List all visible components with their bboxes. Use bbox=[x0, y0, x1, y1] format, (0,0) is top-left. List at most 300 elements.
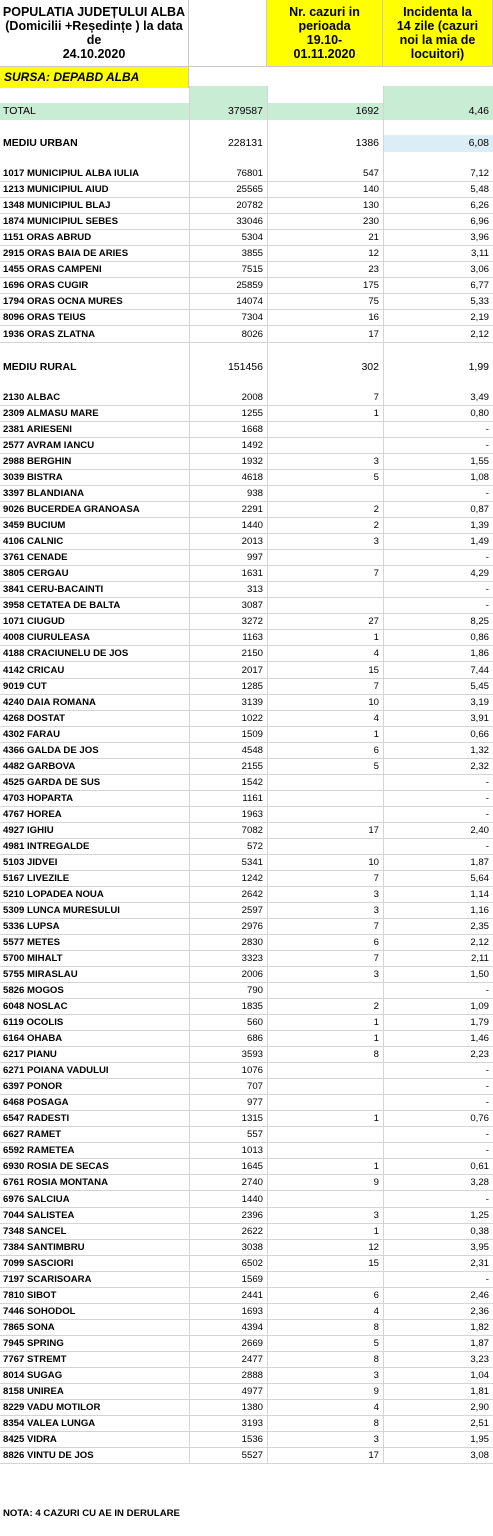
locality-name: 4927 IGHIU bbox=[3, 824, 54, 836]
incidence-cell: 2,12 bbox=[470, 937, 489, 949]
population-cell: 1315 bbox=[241, 1113, 263, 1125]
locality-name: 5336 LUPSA bbox=[3, 920, 60, 932]
incidence-cell: 0,38 bbox=[470, 1225, 489, 1237]
table-row bbox=[0, 1224, 493, 1240]
table-row bbox=[0, 1175, 493, 1191]
incidence-cell: 3,06 bbox=[470, 264, 489, 276]
population-cell: 1076 bbox=[241, 1065, 263, 1077]
cases-cell: 1 bbox=[373, 632, 379, 644]
table-row bbox=[0, 646, 493, 662]
urban-label: MEDIU URBAN bbox=[3, 137, 78, 149]
population-cell: 2477 bbox=[241, 1353, 263, 1365]
population-cell: 2976 bbox=[241, 920, 263, 932]
cases-cell: 4 bbox=[373, 1401, 379, 1413]
table-row bbox=[0, 823, 493, 839]
table-row bbox=[0, 1127, 493, 1143]
incidence-cell: 2,90 bbox=[470, 1401, 489, 1413]
incidence-cell: 2,23 bbox=[470, 1049, 489, 1061]
locality-name: 3397 BLANDIANA bbox=[3, 488, 85, 500]
header-incidence-label: Incidenta la 14 zile (cazuri noi la mia de locuitori) bbox=[396, 5, 479, 61]
population-cell: 313 bbox=[246, 584, 263, 596]
cases-cell: 5 bbox=[373, 472, 379, 484]
population-cell: 2396 bbox=[241, 1209, 263, 1221]
table-row bbox=[0, 566, 493, 582]
incidence-cell: 2,40 bbox=[470, 824, 489, 836]
incidence-cell: - bbox=[485, 584, 489, 596]
locality-name: 6119 OCOLIS bbox=[3, 1017, 64, 1029]
locality-name: 7099 SASCIORI bbox=[3, 1257, 74, 1269]
cases-cell: 27 bbox=[368, 616, 379, 628]
population-cell: 5341 bbox=[241, 856, 263, 868]
population-cell: 938 bbox=[246, 488, 263, 500]
population-cell: 7304 bbox=[241, 312, 263, 324]
cases-cell bbox=[267, 422, 383, 437]
population-cell: 3193 bbox=[241, 1417, 263, 1429]
cases-cell: 1 bbox=[373, 728, 379, 740]
incidence-cell: 3,19 bbox=[470, 696, 489, 708]
locality-name: 6547 RADESTI bbox=[3, 1113, 70, 1125]
incidence-cell: 0,66 bbox=[470, 728, 489, 740]
population-cell: 790 bbox=[246, 985, 263, 997]
locality-name: 1151 ORAS ABRUD bbox=[3, 232, 92, 244]
table-row bbox=[0, 663, 493, 679]
cases-cell: 140 bbox=[362, 184, 379, 196]
header-title-cell bbox=[0, 0, 189, 67]
locality-name: 8425 VIDRA bbox=[3, 1433, 57, 1445]
cases-cell: 3 bbox=[373, 904, 379, 916]
incidence-cell: 2,51 bbox=[470, 1417, 489, 1429]
locality-name: 7945 SPRING bbox=[3, 1337, 64, 1349]
locality-name: 5577 METES bbox=[3, 937, 61, 949]
table-row bbox=[0, 919, 493, 935]
table-row bbox=[0, 1272, 493, 1288]
column-divider bbox=[267, 86, 268, 1463]
table-row bbox=[0, 1384, 493, 1400]
total-label: TOTAL bbox=[3, 105, 36, 117]
locality-name: 2915 ORAS BAIA DE ARIES bbox=[3, 248, 129, 260]
table-row bbox=[0, 727, 493, 743]
population-cell: 3139 bbox=[241, 696, 263, 708]
cases-cell: 3 bbox=[373, 536, 379, 548]
table-row bbox=[0, 967, 493, 983]
locality-name: 2381 ARIESENI bbox=[3, 424, 72, 436]
locality-name: 1874 MUNICIPIUL SEBES bbox=[3, 216, 118, 228]
table-row bbox=[0, 1352, 493, 1368]
table-row bbox=[0, 422, 493, 438]
table-row bbox=[0, 1368, 493, 1384]
locality-name: 1017 MUNICIPIUL ALBA IULIA bbox=[3, 168, 140, 179]
incidence-cell: 1,87 bbox=[470, 1337, 489, 1349]
incidence-cell: 3,96 bbox=[470, 232, 489, 244]
header-cases-label: Nr. cazuri in perioada 19.10- 01.11.2020 bbox=[289, 5, 360, 61]
total-population: 379587 bbox=[227, 105, 263, 117]
population-cell: 1242 bbox=[241, 872, 263, 884]
table-row bbox=[0, 1448, 493, 1464]
incidence-cell: 2,32 bbox=[470, 760, 489, 772]
incidence-cell: 6,77 bbox=[470, 280, 489, 292]
population-cell: 7082 bbox=[241, 824, 263, 836]
cases-cell: 8 bbox=[373, 1353, 379, 1365]
incidence-cell: - bbox=[485, 1193, 489, 1205]
table-row bbox=[0, 743, 493, 759]
population-cell: 8026 bbox=[241, 328, 263, 340]
header-cases-cell bbox=[267, 0, 383, 67]
locality-name: 8014 SUGAG bbox=[3, 1369, 63, 1381]
population-cell: 2669 bbox=[241, 1337, 263, 1349]
locality-name: 6468 POSAGA bbox=[3, 1097, 69, 1109]
population-cell: 2006 bbox=[241, 969, 263, 981]
table-row bbox=[0, 1111, 493, 1127]
incidence-cell: 1,46 bbox=[470, 1033, 489, 1045]
locality-name: 5755 MIRASLAU bbox=[3, 969, 78, 981]
locality-name: 4366 GALDA DE JOS bbox=[3, 744, 99, 756]
table-row bbox=[0, 695, 493, 711]
incidence-cell: 1,09 bbox=[470, 1001, 489, 1013]
incidence-cell: 1,32 bbox=[470, 744, 489, 756]
table-row bbox=[0, 598, 493, 614]
incidence-cell: 5,48 bbox=[470, 184, 489, 196]
table-row bbox=[0, 582, 493, 598]
population-cell: 2155 bbox=[241, 760, 263, 772]
population-cell: 5527 bbox=[241, 1449, 263, 1461]
locality-name: 3805 CERGAU bbox=[3, 568, 69, 580]
population-cell: 4548 bbox=[241, 744, 263, 756]
population-cell: 1163 bbox=[242, 632, 263, 644]
locality-name: 6048 NOSLAC bbox=[3, 1001, 68, 1013]
locality-name: 3958 CETATEA DE BALTA bbox=[3, 600, 121, 612]
incidence-cell: 6,26 bbox=[470, 200, 489, 212]
locality-name: 5826 MOGOS bbox=[3, 985, 64, 997]
table-row bbox=[0, 1320, 493, 1336]
column-divider bbox=[383, 86, 384, 1463]
table-row bbox=[0, 983, 493, 999]
population-cell: 686 bbox=[246, 1033, 263, 1045]
population-cell: 997 bbox=[246, 552, 263, 564]
population-cell: 20782 bbox=[236, 200, 263, 212]
locality-name: 7865 SONA bbox=[3, 1321, 55, 1333]
incidence-cell: - bbox=[485, 808, 489, 820]
table-row bbox=[0, 1288, 493, 1304]
incidence-cell: 3,95 bbox=[470, 1241, 489, 1253]
incidence-cell: 0,87 bbox=[470, 504, 489, 516]
population-cell: 4394 bbox=[241, 1321, 263, 1333]
cases-cell: 15 bbox=[368, 1257, 379, 1269]
table-row bbox=[0, 951, 493, 967]
population-cell: 7515 bbox=[241, 264, 263, 276]
cases-cell: 7 bbox=[373, 953, 379, 965]
incidence-cell: 2,35 bbox=[470, 920, 489, 932]
population-cell: 3593 bbox=[241, 1049, 263, 1061]
table-row bbox=[0, 518, 493, 534]
locality-name: 1455 ORAS CAMPENI bbox=[3, 264, 102, 276]
locality-name: 5103 JIDVEI bbox=[3, 856, 58, 868]
locality-name: 7348 SANCEL bbox=[3, 1225, 67, 1237]
cases-cell: 17 bbox=[368, 328, 379, 340]
locality-name: 4268 DOSTAT bbox=[3, 712, 66, 724]
locality-name: 4525 GARDA DE SUS bbox=[3, 776, 101, 788]
cases-cell: 23 bbox=[368, 264, 379, 276]
locality-name: 5700 MIHALT bbox=[3, 953, 63, 965]
locality-name: 6976 SALCIUA bbox=[3, 1193, 70, 1205]
population-cell: 1631 bbox=[241, 568, 263, 580]
population-cell: 2597 bbox=[241, 904, 263, 916]
incidence-cell: 4,29 bbox=[470, 568, 489, 580]
cases-cell bbox=[267, 1095, 383, 1110]
locality-name: 6397 PONOR bbox=[3, 1081, 63, 1093]
table-row bbox=[0, 406, 493, 422]
table-row bbox=[0, 1240, 493, 1256]
population-cell: 25859 bbox=[236, 280, 263, 292]
incidence-cell: 2,19 bbox=[470, 312, 489, 324]
population-cell: 557 bbox=[246, 1129, 263, 1141]
table-row bbox=[0, 679, 493, 695]
cases-cell: 21 bbox=[368, 232, 379, 244]
incidence-cell: 0,80 bbox=[470, 408, 489, 420]
table-row bbox=[0, 1416, 493, 1432]
locality-name: 2309 ALMASU MARE bbox=[3, 408, 99, 420]
green-spacer-incidence bbox=[383, 86, 493, 103]
incidence-cell: 5,33 bbox=[470, 296, 489, 308]
locality-name: 1936 ORAS ZLATNA bbox=[3, 328, 96, 340]
incidence-cell: 0,76 bbox=[470, 1113, 489, 1125]
cases-cell: 16 bbox=[368, 312, 379, 324]
population-cell: 1380 bbox=[241, 1401, 263, 1413]
cases-cell: 3 bbox=[373, 456, 379, 468]
cases-cell: 5 bbox=[373, 1337, 379, 1349]
locality-name: 3841 CERU-BACAINTI bbox=[3, 584, 104, 596]
incidence-cell: - bbox=[485, 1097, 489, 1109]
locality-name: 6217 PIANU bbox=[3, 1049, 57, 1061]
header-incidence-cell bbox=[383, 0, 493, 67]
incidence-cell: 2,11 bbox=[471, 953, 489, 965]
locality-name: 3761 CENADE bbox=[3, 552, 68, 564]
incidence-cell: 2,12 bbox=[470, 328, 489, 340]
table-row bbox=[0, 1336, 493, 1352]
incidence-cell: 1,08 bbox=[470, 472, 489, 484]
population-cell: 1285 bbox=[241, 680, 263, 692]
locality-name: 1071 CIUGUD bbox=[3, 616, 65, 628]
population-cell: 3855 bbox=[241, 248, 263, 260]
header-title: POPULATIA JUDEȚULUI ALBA (Domicilii +Reședințe ) la data de 24.10.2020 bbox=[2, 5, 186, 61]
population-cell: 5304 bbox=[241, 232, 263, 244]
incidence-cell: 1,55 bbox=[470, 456, 489, 468]
table-row bbox=[0, 534, 493, 550]
footnote: NOTA: 4 CAZURI CU AE IN DERULARE bbox=[3, 1508, 180, 1519]
locality-name: 4008 CIURULEASA bbox=[3, 632, 90, 644]
column-divider bbox=[189, 86, 190, 1463]
incidence-cell: 1,14 bbox=[470, 888, 489, 900]
locality-name: 1348 MUNICIPIUL BLAJ bbox=[3, 200, 111, 212]
table-row bbox=[0, 1208, 493, 1224]
population-cell: 1013 bbox=[241, 1145, 263, 1157]
incidence-cell: - bbox=[485, 552, 489, 564]
locality-name: 4302 FARAU bbox=[3, 728, 61, 740]
urban-summary-row bbox=[0, 135, 493, 152]
population-cell: 1440 bbox=[241, 520, 263, 532]
population-cell: 2441 bbox=[241, 1289, 263, 1301]
population-cell: 2888 bbox=[241, 1369, 263, 1381]
population-cell: 3272 bbox=[241, 616, 263, 628]
locality-name: 1696 ORAS CUGIR bbox=[3, 280, 89, 292]
rural-label: MEDIU RURAL bbox=[3, 361, 77, 373]
table-row bbox=[0, 1015, 493, 1031]
table-row bbox=[0, 262, 493, 278]
incidence-cell: 7,44 bbox=[470, 664, 489, 676]
locality-name: 8826 VINTU DE JOS bbox=[3, 1449, 94, 1461]
locality-name: 1794 ORAS OCNA MURES bbox=[3, 296, 123, 308]
cases-cell: 130 bbox=[362, 200, 379, 212]
incidence-cell: 1,95 bbox=[470, 1433, 489, 1445]
population-cell: 1536 bbox=[241, 1433, 263, 1445]
cases-cell: 7 bbox=[373, 568, 379, 580]
table-row bbox=[0, 1047, 493, 1063]
locality-name: 4981 INTREGALDE bbox=[3, 840, 90, 852]
cases-cell bbox=[267, 550, 383, 565]
cases-cell: 3 bbox=[373, 1369, 379, 1381]
table-row bbox=[0, 775, 493, 791]
incidence-cell: 3,08 bbox=[470, 1449, 489, 1461]
locality-name: 7767 STREMT bbox=[3, 1353, 67, 1365]
incidence-cell: 5,45 bbox=[470, 680, 489, 692]
population-cell: 2740 bbox=[241, 1177, 263, 1189]
locality-name: 8158 UNIREA bbox=[3, 1385, 64, 1397]
table-row bbox=[0, 1079, 493, 1095]
table-row bbox=[0, 502, 493, 518]
cases-cell: 7 bbox=[373, 920, 379, 932]
cases-cell: 8 bbox=[373, 1417, 379, 1429]
total-incidence: 4,46 bbox=[468, 105, 489, 117]
table-row bbox=[0, 903, 493, 919]
population-cell: 4977 bbox=[241, 1385, 263, 1397]
incidence-cell: 2,31 bbox=[470, 1257, 489, 1269]
locality-name: 4106 CALNIC bbox=[3, 536, 64, 548]
population-cell: 2642 bbox=[241, 888, 263, 900]
header-blank-cell bbox=[189, 0, 267, 67]
table-row bbox=[0, 614, 493, 630]
population-cell: 1835 bbox=[241, 1001, 263, 1013]
cases-cell: 2 bbox=[373, 1001, 379, 1013]
locality-name: 3039 BISTRA bbox=[3, 472, 63, 484]
table-row bbox=[0, 935, 493, 951]
cases-cell: 75 bbox=[368, 296, 379, 308]
cases-cell bbox=[267, 438, 383, 453]
table-row bbox=[0, 310, 493, 326]
incidence-cell: 0,86 bbox=[470, 632, 489, 644]
table-row bbox=[0, 246, 493, 262]
incidence-cell: - bbox=[485, 1081, 489, 1093]
incidence-cell: - bbox=[485, 840, 489, 852]
population-cell: 1440 bbox=[241, 1193, 263, 1205]
incidence-cell: - bbox=[485, 424, 489, 436]
locality-name: 3459 BUCIUM bbox=[3, 520, 66, 532]
table-row bbox=[0, 214, 493, 230]
locality-name: 6627 RAMET bbox=[3, 1129, 62, 1141]
cases-cell: 9 bbox=[373, 1385, 379, 1397]
population-cell: 1645 bbox=[241, 1161, 263, 1173]
table-row bbox=[0, 871, 493, 887]
cases-cell bbox=[267, 1192, 383, 1207]
rural-summary-row bbox=[0, 359, 493, 376]
locality-name: 6164 OHABA bbox=[3, 1033, 63, 1045]
locality-name: 4142 CRICAU bbox=[3, 664, 65, 676]
table-row bbox=[0, 294, 493, 310]
cases-cell: 5 bbox=[373, 760, 379, 772]
population-cell: 1492 bbox=[241, 440, 263, 452]
table-row bbox=[0, 999, 493, 1015]
cases-cell: 15 bbox=[368, 664, 379, 676]
table-row bbox=[0, 486, 493, 502]
cases-cell: 1 bbox=[373, 1225, 379, 1237]
table-row bbox=[0, 1256, 493, 1272]
incidence-cell: - bbox=[485, 1065, 489, 1077]
green-spacer-population bbox=[189, 86, 267, 103]
incidence-cell: - bbox=[485, 1145, 489, 1157]
rural-cases: 302 bbox=[361, 361, 379, 373]
cases-cell: 9 bbox=[373, 1177, 379, 1189]
cases-cell bbox=[267, 1143, 383, 1158]
population-cell: 1569 bbox=[241, 1273, 263, 1285]
incidence-cell: 1,49 bbox=[470, 536, 489, 548]
table-row bbox=[0, 1143, 493, 1159]
incidence-cell: 8,25 bbox=[470, 616, 489, 628]
cases-cell: 3 bbox=[373, 888, 379, 900]
population-cell: 560 bbox=[246, 1017, 263, 1029]
cases-cell: 3 bbox=[373, 1209, 379, 1221]
table-row bbox=[0, 1400, 493, 1416]
population-cell: 2017 bbox=[241, 664, 263, 676]
incidence-cell: 1,87 bbox=[470, 856, 489, 868]
cases-cell: 547 bbox=[362, 168, 379, 179]
cases-cell: 8 bbox=[373, 1321, 379, 1333]
population-cell: 2622 bbox=[241, 1225, 263, 1237]
cases-cell bbox=[267, 1063, 383, 1078]
cases-cell: 1 bbox=[373, 1033, 379, 1045]
table-row bbox=[0, 230, 493, 246]
locality-name: 5167 LIVEZILE bbox=[3, 872, 70, 884]
locality-name: 9026 BUCERDEA GRANOASA bbox=[3, 504, 140, 516]
table-row bbox=[0, 278, 493, 294]
population-cell: 1161 bbox=[242, 792, 263, 804]
locality-name: 1213 MUNICIPIUL AIUD bbox=[3, 184, 109, 196]
table-row bbox=[0, 1432, 493, 1448]
incidence-cell: 3,23 bbox=[470, 1353, 489, 1365]
incidence-cell: 5,64 bbox=[470, 872, 489, 884]
cases-cell: 1 bbox=[373, 1161, 379, 1173]
population-cell: 2291 bbox=[241, 504, 263, 516]
cases-cell: 2 bbox=[373, 504, 379, 516]
table-row bbox=[0, 759, 493, 775]
population-cell: 2150 bbox=[241, 648, 263, 660]
rural-incidence: 1,99 bbox=[468, 361, 489, 373]
locality-name: 6761 ROSIA MONTANA bbox=[3, 1177, 109, 1189]
table-row bbox=[0, 1095, 493, 1111]
urban-cases: 1386 bbox=[355, 137, 379, 149]
cases-cell: 10 bbox=[368, 696, 379, 708]
locality-name: 5210 LOPADEA NOUA bbox=[3, 888, 104, 900]
table-row bbox=[0, 1031, 493, 1047]
locality-name: 7446 SOHODOL bbox=[3, 1305, 76, 1317]
cases-cell bbox=[267, 582, 383, 597]
population-cell: 977 bbox=[246, 1097, 263, 1109]
cases-cell: 10 bbox=[368, 856, 379, 868]
cases-cell bbox=[267, 1079, 383, 1094]
locality-name: 4482 GARBOVA bbox=[3, 760, 76, 772]
table-row bbox=[0, 390, 493, 406]
incidence-cell: 2,46 bbox=[470, 1289, 489, 1301]
population-cell: 2008 bbox=[241, 392, 263, 403]
cases-cell: 1 bbox=[373, 408, 379, 420]
locality-name: 2988 BERGHIN bbox=[3, 456, 72, 468]
